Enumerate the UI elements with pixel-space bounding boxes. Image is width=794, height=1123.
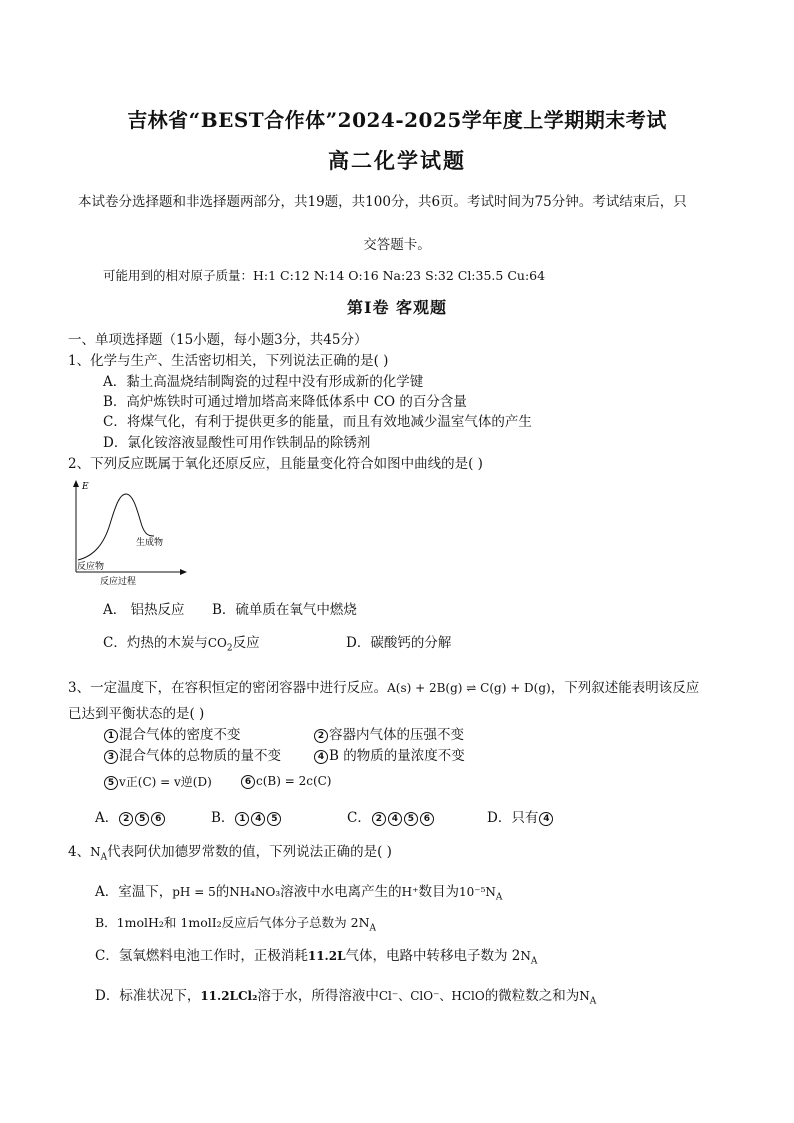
q4-a-salt: NH₄NO₃	[229, 885, 281, 899]
circled-number-6: 6	[151, 812, 165, 826]
q4-c-na	[520, 949, 538, 967]
volume-title: 第Ⅰ卷 客观题	[346, 298, 448, 317]
intro-line-1: 本试卷分选择题和非选择题两部分，共19题，共100分，共6页。考试时间为75分钟。考试结束后，只	[78, 194, 687, 210]
circled-number-1: 1	[104, 729, 118, 743]
q4-stem-pre: 4、	[68, 844, 91, 860]
q2-option-c	[103, 631, 260, 653]
q3-stem-pre: 3、一定温度下，在容积恒定的密闭容器中进行反应。	[68, 680, 388, 696]
q2-stem: 2、下列反应既属于氧化还原反应，且能量变化符合如图中曲线的是( )	[68, 456, 483, 472]
na-symbol	[90, 845, 108, 863]
atomic-masses: 可能用到的相对原子质量：H:1 C:12 N:14 O:16 Na:23 S:32 Cl:35.5 Cu:64	[103, 268, 546, 283]
q3-stem	[68, 676, 699, 696]
exam-subtitle: 高二化学试题	[328, 148, 466, 173]
q4-option-c	[95, 944, 537, 966]
q3-stem-post: ，下列叙述能表明该反应	[550, 680, 700, 696]
q4-c-volume: 11.2L	[307, 949, 346, 963]
q3-item-4	[313, 744, 465, 764]
intro-line-2: 交答题卡。	[363, 237, 431, 253]
q4-option-d	[95, 984, 596, 1006]
circled-number-1: 1	[235, 812, 249, 826]
q4-a-mid: 的	[215, 884, 230, 900]
q4-a-ion: H⁺	[401, 885, 419, 899]
co2-formula-text: CO	[207, 636, 227, 650]
reactant-label: 反应物	[77, 562, 105, 572]
co2-formula	[207, 636, 233, 654]
energy-curve	[78, 494, 154, 560]
q4-a-mid3: 数目为	[418, 884, 459, 900]
q4-a-ph: pH = 5	[172, 885, 216, 899]
x-axis-label: 反应过程	[100, 577, 137, 587]
x-axis-arrow	[180, 569, 187, 575]
q4-c-na-sub: A	[530, 956, 538, 967]
q3-item-4-text: B 的物质的量浓度不变	[329, 748, 465, 764]
q4-d-pre: D．标准状况下，	[95, 988, 201, 1004]
q4-stem-post: 代表阿伏加德罗常数的值，下列说法正确的是( )	[107, 844, 392, 860]
circled-number-4: 4	[251, 812, 265, 826]
q4-d-volume: 11.2LCl₂	[200, 989, 258, 1003]
q3-item-5-text: v正(C) = v逆(D)	[119, 775, 212, 789]
q3-item-3	[103, 744, 281, 764]
q2-option-c-post: 反应	[232, 635, 260, 651]
q1-stem: 1、化学与生产、生活密切相关，下列说法正确的是( )	[68, 353, 389, 369]
q4-option-b	[95, 913, 376, 934]
q3-item-2-text: 容器内气体的压强不变	[329, 727, 464, 743]
q3-option-b	[211, 806, 282, 826]
q4-c-pre: C．氢氧燃料电池工作时，正极消耗	[95, 948, 308, 964]
q4-d-na-letter: N	[579, 989, 590, 1003]
q3-option-d	[487, 806, 554, 826]
q2-option-a: A． 铝热反应	[103, 602, 185, 618]
q4-stem	[68, 840, 392, 862]
q4-d-na-sub: A	[589, 996, 597, 1007]
circled-number-4: 4	[388, 812, 402, 826]
q3-option-a-label: A．	[95, 810, 119, 826]
circled-number-6: 6	[420, 812, 434, 826]
q3-stem-line2: 已达到平衡状态的是( )	[68, 706, 205, 722]
q4-a-value-sub: A	[495, 892, 503, 903]
q4-option-a	[95, 880, 502, 902]
q3-item-1-text: 混合气体的密度不变	[119, 727, 241, 743]
q3-item-5	[103, 773, 212, 790]
product-label: 生成物	[136, 538, 164, 548]
y-axis-arrow	[73, 480, 79, 487]
q4-a-value	[458, 885, 503, 903]
q3-option-a	[95, 806, 166, 826]
circled-number-4: 4	[539, 812, 553, 826]
q3-item-6-text: c(B) = 2c(C)	[256, 774, 332, 788]
circled-number-2: 2	[314, 729, 328, 743]
exam-title: 吉林省“BEST合作体”2024-2025学年度上学期期末考试	[127, 108, 667, 132]
q4-d-post: 的微粒数之和为	[484, 988, 580, 1004]
q3-item-3-text: 混合气体的总物质的量不变	[119, 748, 281, 764]
q4-b-sub: A	[369, 923, 377, 934]
circled-number-5: 5	[135, 812, 149, 826]
q4-a-pre: A．室温下，	[95, 884, 173, 900]
q1-option-c: C．将煤气化，有利于提供更多的能量，而且有效地减少温室气体的产生	[103, 414, 532, 430]
q1-option-a: A．黏土高温烧结制陶瓷的过程中没有形成新的化学键	[103, 374, 424, 390]
q3-option-c	[347, 806, 435, 826]
q4-a-value-text: 10⁻⁵N	[458, 885, 496, 899]
circled-number-5: 5	[404, 812, 418, 826]
circled-number-3: 3	[104, 750, 118, 764]
q3-option-c-label: C．	[347, 810, 371, 826]
circled-number-5: 5	[104, 776, 118, 790]
q4-a-mid2: 溶液中水电离产生的	[280, 884, 402, 900]
circled-number-2: 2	[119, 812, 133, 826]
q4-b-text: B．1molH₂和 1molI₂反应后气体分子总数为 2N	[95, 915, 370, 930]
q3-item-2	[313, 723, 464, 743]
q4-d-mid: 溶于水，所得溶液中	[257, 988, 379, 1004]
q3-item-1	[103, 723, 241, 743]
q3-option-d-label: D．只有	[487, 810, 539, 826]
q3-option-b-label: B．	[211, 810, 235, 826]
q2-option-b: B．硫单质在氧气中燃烧	[212, 602, 357, 618]
circled-number-4: 4	[314, 750, 328, 764]
circled-number-5: 5	[267, 812, 281, 826]
q3-equation: A(s) + 2B(g) ⇌ C(g) + D(g)	[387, 681, 551, 695]
na-letter: N	[90, 845, 101, 859]
q4-c-post: 气体，电路中转移电子数为 2	[345, 948, 521, 964]
q4-c-na-letter: N	[520, 949, 531, 963]
circled-number-2: 2	[372, 812, 386, 826]
q1-option-d: D．氯化铵溶液显酸性可用作铁制品的除锈剂	[103, 435, 371, 451]
energy-diagram	[68, 478, 188, 588]
na-subscript: A	[100, 852, 108, 863]
q2-option-c-pre: C．灼热的木炭与	[103, 635, 208, 651]
y-axis-label: E	[82, 482, 89, 492]
section-title: 一、单项选择题（15小题，每小题3分，共45分）	[68, 332, 368, 348]
q3-item-6	[240, 773, 332, 789]
co2-subscript: 2	[226, 643, 233, 654]
q1-option-b: B．高炉炼铁时可通过增加塔高来降低体系中 CO 的百分含量	[103, 394, 467, 410]
q2-option-d: D．碳酸钙的分解	[346, 635, 452, 651]
q4-d-na	[579, 989, 597, 1007]
circled-number-6: 6	[241, 775, 255, 789]
q4-d-ions: Cl⁻、ClO⁻、HClO	[378, 989, 485, 1003]
